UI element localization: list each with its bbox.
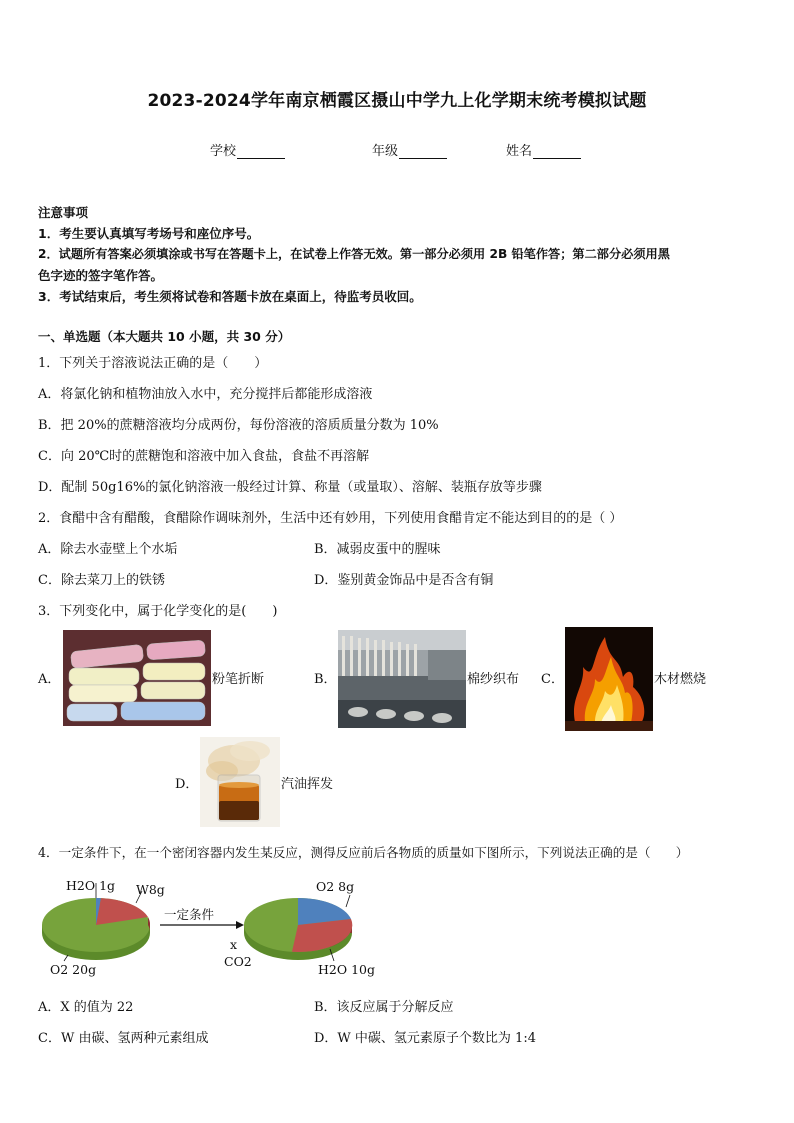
after-pie (244, 895, 352, 961)
name-field[interactable] (506, 140, 581, 159)
note-item: 1．考生要认真填写考场号和座位序号。 (38, 226, 260, 241)
question-4-option-c[interactable]: C．W 由碳、氢两种元素组成 (38, 1031, 209, 1046)
section-heading: 一、单选题（本大题共 10 小题，共 30 分） (38, 329, 291, 344)
note-item: 2．试题所有答案必须填涂或书写在答题卡上，在试卷上作答无效。第一部分必须用 2B 铅笔作答；第二部分必须用黑 (38, 247, 670, 261)
question-4-option-d[interactable]: D．W 中碳、氢元素原子个数比为 1:4 (314, 1031, 536, 1046)
school-label: 学校 (210, 144, 237, 159)
exam-title: 2023-2024学年南京栖霞区摄山中学九上化学期末统考模拟试题 (147, 91, 647, 111)
question-3-stem: 3．下列变化中，属于化学变化的是( ) (38, 604, 278, 619)
beaker-photo (200, 737, 280, 827)
question-4-option-a[interactable]: A．X 的值为 22 (38, 1000, 134, 1015)
question-1-option-c[interactable]: C．向 20℃时的蔗糖饱和溶液中加入食盐，食盐不再溶解 (38, 449, 370, 464)
fire-photo (565, 627, 653, 731)
question-1-option-b[interactable]: B．把 20%的蔗糖溶液均分成两份，每份溶液的溶质质量分数为 10% (38, 418, 439, 433)
before-o2-label: O2 20g (50, 962, 97, 977)
note-item: 色字迹的签字笔作答。 (38, 268, 164, 283)
before-pie (42, 883, 150, 961)
before-w-label: W8g (136, 882, 165, 897)
question-3-option-a-caption: 粉笔折断 (212, 672, 265, 687)
school-blank[interactable] (237, 146, 285, 159)
question-2-stem: 2．食醋中含有醋酸，食醋除作调味剂外，生活中还有妙用，下列使用食醋肯定不能达到目的的是（ ） (38, 511, 623, 526)
note-item: 3．考试结束后，考生须将试卷和答题卡放在桌面上，待监考员收回。 (38, 289, 422, 304)
grade-blank[interactable] (399, 146, 447, 159)
grade-label: 年级 (372, 144, 399, 159)
after-co2-label: CO2 (224, 954, 252, 969)
after-h2o-label: H2O 10g (318, 962, 375, 977)
school-field[interactable] (210, 140, 285, 159)
question-1-option-a[interactable]: A．将氯化钠和植物油放入水中，充分搅拌后都能形成溶液 (38, 387, 373, 402)
question-2-option-b[interactable]: B．减弱皮蛋中的腥味 (314, 542, 441, 557)
question-3-option-b-caption: 棉纱织布 (467, 672, 520, 687)
question-3-option-a-letter[interactable]: A． (38, 672, 61, 687)
after-x-label: x (230, 937, 238, 952)
reaction-pie-figure (40, 873, 380, 983)
question-3-option-d-caption: 汽油挥发 (281, 777, 334, 792)
textile-mill-photo (338, 630, 466, 728)
before-h2o-label: H2O 1g (66, 878, 116, 893)
name-blank[interactable] (533, 146, 581, 159)
question-3-option-d-letter[interactable]: D． (175, 777, 199, 792)
grade-field[interactable] (372, 140, 447, 159)
question-2-option-a[interactable]: A．除去水壶壁上个水垢 (38, 542, 178, 557)
question-4-stem: 4．一定条件下，在一个密闭容器内发生某反应，测得反应前后各物质的质量如下图所示，下列说法正确的是（ ） (38, 845, 689, 860)
question-3-option-b-letter[interactable]: B． (314, 672, 337, 687)
question-1-stem: 1．下列关于溶液说法正确的是（ ） (38, 356, 268, 371)
question-1-option-d[interactable]: D．配制 50g16%的氯化钠溶液一般经过计算、称量（或量取）、溶解、装瓶存放等步骤 (38, 480, 542, 495)
question-3-option-c-caption: 木材燃烧 (654, 672, 707, 687)
name-label: 姓名 (506, 144, 533, 159)
question-4-option-b[interactable]: B．该反应属于分解反应 (314, 1000, 454, 1015)
question-3-option-c-letter[interactable]: C． (541, 672, 564, 687)
question-2-option-c[interactable]: C．除去菜刀上的铁锈 (38, 573, 165, 588)
arrow-condition-label: 一定条件 (164, 907, 215, 922)
notes-heading: 注意事项 (38, 205, 89, 220)
after-o2-label: O2 8g (316, 879, 355, 894)
question-2-option-d[interactable]: D．鉴别黄金饰品中是否含有铜 (314, 573, 494, 588)
chalk-photo (63, 630, 211, 726)
